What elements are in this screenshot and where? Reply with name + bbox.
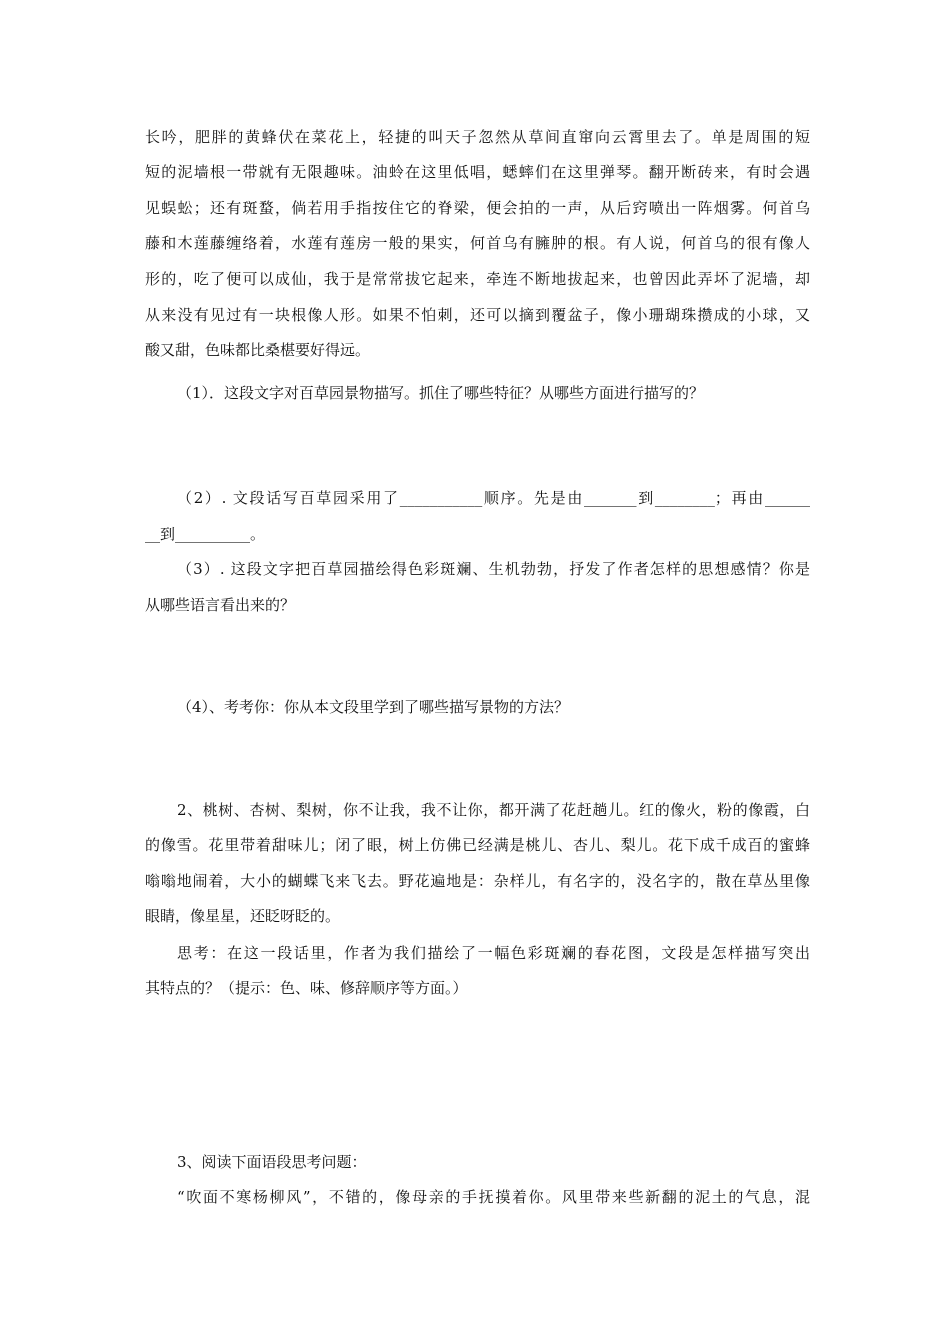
question-2-line-1: （2）. 文段话写百草园采用了___________顺序。先是由_______到________；再由______ [177,489,810,507]
think-question-line-2: 其特点的？（提示：色、味、修辞顺序等方面。） [145,979,468,997]
paragraph-1-line-1: 长吟，肥胖的黄蜂伏在菜花上，轻捷的叫天子忽然从草间直窜向云霄里去了。单是周围的短 [145,128,810,146]
section-2-line-2: 的像雪。花里带着甜味儿；闭了眼，树上仿佛已经满是桃儿、杏儿、梨儿。花下成千成百的蜜蜂 [145,836,810,854]
paragraph-1-line-7: 酸又甜，色味都比桑椹要好得远。 [145,341,371,359]
question-3-line-2: 从哪些语言看出来的？ [145,596,296,614]
section-3-heading: 3、阅读下面语段思考问题： [177,1153,367,1171]
section-2-line-4: 眼睛，像星星，还眨呀眨的。 [145,907,341,925]
question-1: （1）．这段文字对百草园景物描写。抓住了哪些特征？从哪些方面进行描写的？ [177,384,705,402]
think-question-line-1: 思考：在这一段话里，作者为我们描绘了一幅色彩斑斓的春花图，文段是怎样描写突出 [177,944,810,962]
question-2-line-2: __到__________。 [145,525,266,543]
paragraph-1-line-4: 藤和木莲藤缠络着，水莲有莲房一般的果实，何首乌有臃肿的根。有人说，何首乌的很有像人 [145,234,810,252]
paragraph-1-line-5: 形的，吃了便可以成仙，我于是常常拔它起来，牵连不断地拔起来，也曾因此弄坏了泥墙，却 [145,270,810,288]
section-2-line-1: 2、桃树、杏树、梨树，你不让我，我不让你，都开满了花赶趟儿。红的像火，粉的像霞，白 [177,801,810,819]
section-3-line-1: “吹面不寒杨柳风”，不错的，像母亲的手抚摸着你。风里带来些新翻的泥土的气息，混 [177,1188,810,1206]
section-2-line-3: 嗡嗡地闹着，大小的蝴蝶飞来飞去。野花遍地是：杂样儿，有名字的，没名字的，散在草丛里像 [145,872,810,890]
paragraph-1-line-3: 见蜈蚣；还有斑蝥，倘若用手指按住它的脊梁，便会拍的一声，从后窍喷出一阵烟雾。何首乌 [145,199,810,217]
question-3-line-1: （3）. 这段文字把百草园描绘得色彩斑斓、生机勃勃，抒发了作者怎样的思想感情？你是 [177,560,810,578]
paragraph-1-line-2: 短的泥墙根一带就有无限趣味。油蛉在这里低唱，蟋蟀们在这里弹琴。翻开断砖来，有时会遇 [145,163,810,181]
question-4: （4）、考考你：你从本文段里学到了哪些描写景物的方法？ [177,698,570,716]
paragraph-1-line-6: 从来没有见过有一块根像人形。如果不怕刺，还可以摘到覆盆子，像小珊瑚珠攒成的小球，又 [145,306,810,324]
